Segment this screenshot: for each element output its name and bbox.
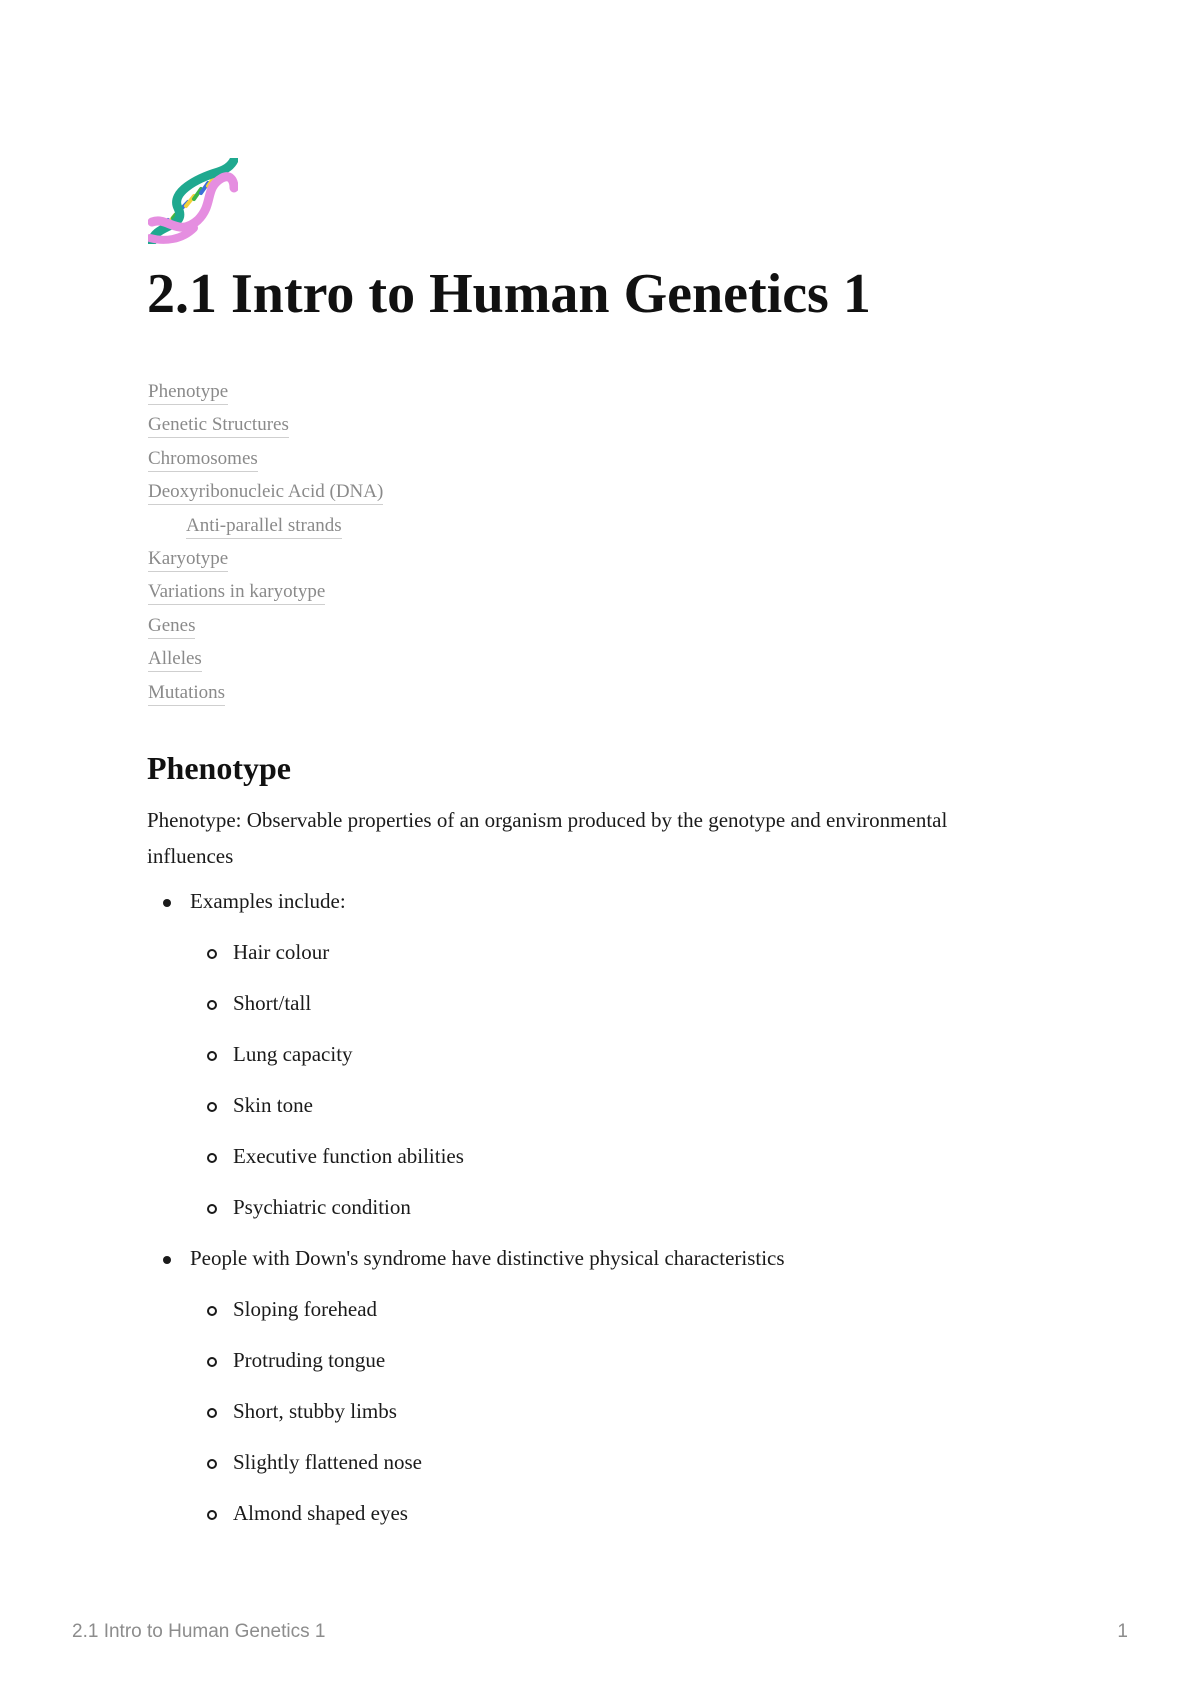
bullet-circle-icon	[207, 1459, 217, 1469]
toc-item	[148, 411, 748, 444]
sub-list-item	[147, 1396, 1047, 1447]
sub-list-item	[147, 1141, 1047, 1192]
page-title: 2.1 Intro to Human Genetics 1	[147, 263, 871, 325]
toc-link[interactable]: Chromosomes	[148, 448, 258, 472]
dna-icon	[148, 158, 238, 244]
list-item	[147, 886, 1047, 937]
toc-item	[148, 445, 748, 478]
list-item	[147, 1243, 1047, 1294]
toc-item	[148, 612, 748, 645]
toc-item	[148, 679, 748, 712]
toc-link[interactable]: Alleles	[148, 648, 202, 672]
toc-item	[148, 512, 748, 545]
bullet-circle-icon	[207, 1153, 217, 1163]
sub-list-item	[147, 1345, 1047, 1396]
footer-page-number: 1	[1117, 1621, 1128, 1642]
list-item-text: People with Down's syndrome have distinctive physical characteristics	[190, 1246, 785, 1270]
bullet-dot-icon	[163, 1256, 171, 1264]
sub-list-item-text: Executive function abilities	[233, 1144, 464, 1168]
sub-list-item	[147, 1498, 1047, 1549]
sub-list-item	[147, 1447, 1047, 1498]
toc-item	[148, 645, 748, 678]
bullet-circle-icon	[207, 1357, 217, 1367]
bullet-circle-icon	[207, 1051, 217, 1061]
definition-paragraph: Phenotype: Observable properties of an organism produced by the genotype and environmental influences	[147, 808, 948, 868]
sub-list-item-text: Sloping forehead	[233, 1297, 378, 1321]
toc-link[interactable]: Mutations	[148, 682, 225, 706]
bullet-circle-icon	[207, 1102, 217, 1112]
sub-list-item	[147, 1192, 1047, 1243]
toc-item	[148, 545, 748, 578]
sub-list-item	[147, 1294, 1047, 1345]
table-of-contents	[148, 378, 748, 712]
footer-title: 2.1 Intro to Human Genetics 1	[72, 1621, 326, 1642]
sub-list-item	[147, 1039, 1047, 1090]
toc-link[interactable]: Deoxyribonucleic Acid (DNA)	[148, 481, 383, 505]
bullet-circle-icon	[207, 1510, 217, 1520]
sub-list-item-text: Slightly flattened nose	[233, 1450, 422, 1474]
bullet-list	[147, 886, 1047, 1549]
sub-list-item	[147, 1090, 1047, 1141]
sub-list-item	[147, 988, 1047, 1039]
toc-link[interactable]: Variations in karyotype	[148, 581, 325, 605]
toc-link[interactable]: Karyotype	[148, 548, 228, 572]
sub-list-item-text: Protruding tongue	[233, 1348, 386, 1372]
toc-item	[148, 378, 748, 411]
toc-link[interactable]: Anti-parallel strands	[186, 515, 342, 539]
toc-link[interactable]: Genes	[148, 615, 195, 639]
toc-link[interactable]: Phenotype	[148, 381, 228, 405]
sub-list-item-text: Skin tone	[233, 1093, 313, 1117]
sub-list-item-text: Hair colour	[233, 940, 330, 964]
bullet-circle-icon	[207, 1408, 217, 1418]
toc-link[interactable]: Genetic Structures	[148, 414, 289, 438]
list-item-text: Examples include:	[190, 889, 346, 913]
bullet-circle-icon	[207, 1306, 217, 1316]
toc-item	[148, 578, 748, 611]
bullet-circle-icon	[207, 1000, 217, 1010]
sub-list-item	[147, 937, 1047, 988]
sub-list-item-text: Almond shaped eyes	[233, 1501, 408, 1525]
toc-item	[148, 478, 748, 511]
sub-list-item-text: Psychiatric condition	[233, 1195, 411, 1219]
bullet-circle-icon	[207, 949, 217, 959]
sub-list-item-text: Short, stubby limbs	[233, 1399, 397, 1423]
bullet-dot-icon	[163, 899, 171, 907]
sub-list-item-text: Lung capacity	[233, 1042, 353, 1066]
bullet-circle-icon	[207, 1204, 217, 1214]
sub-list-item-text: Short/tall	[233, 991, 312, 1015]
section-heading: Phenotype	[147, 750, 291, 786]
